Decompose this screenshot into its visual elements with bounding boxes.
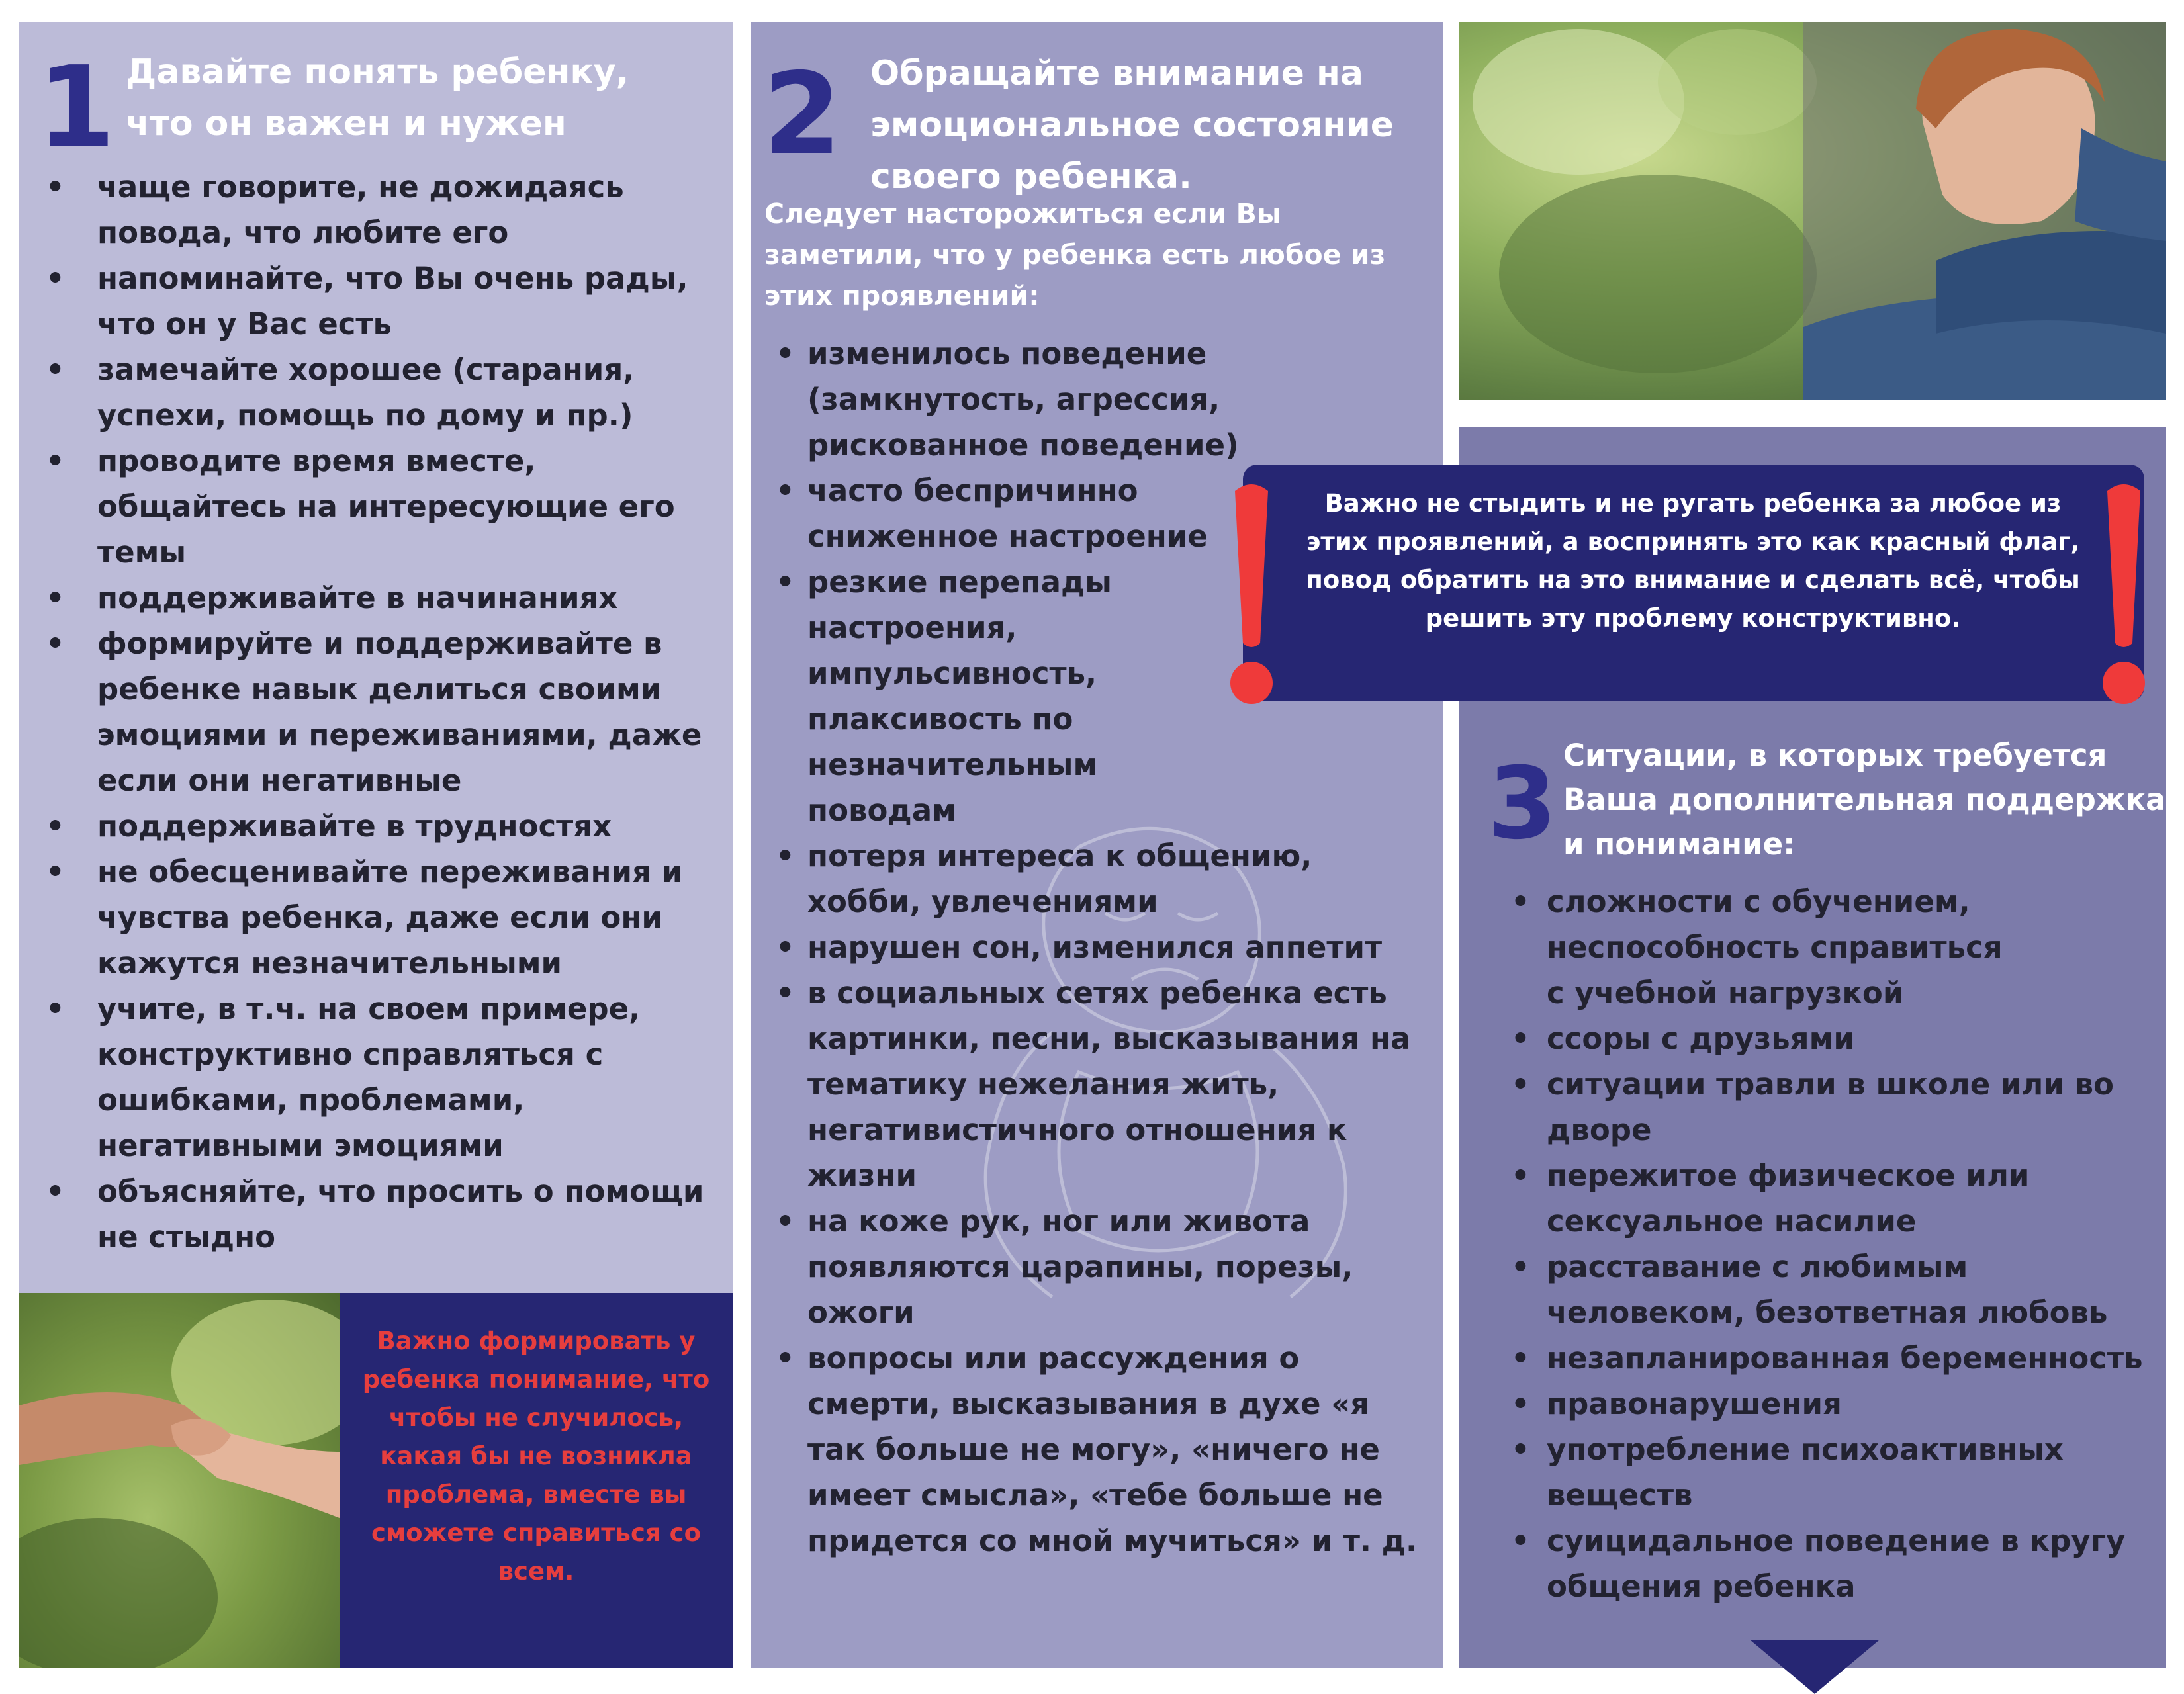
list-item: • замечайте хорошее (старания, успехи, помощь по дому и пр.) <box>19 347 721 438</box>
list-item: • чаще говорите, не дожидаясь повода, что любите его <box>19 164 721 255</box>
list-item: • поддерживайте в трудностях <box>19 803 721 849</box>
list-item: • употребление психоактивных веществ <box>1473 1427 2089 1518</box>
exclamation-left-icon <box>1226 478 1277 709</box>
list-item: • формируйте и поддерживайте в ребенке навык делиться своими эмоциями и переживаниями, даже если они негативные <box>19 621 721 803</box>
togetherness-callout-text: Важно формировать у ребенка понимание, что чтобы не случилось, какая бы не возникла проблема, вместе вы сможете справиться со всем. <box>362 1327 710 1585</box>
section-2-intro <box>764 193 1439 316</box>
warning-callout-text: Важно не стыдить и не ругать ребенка за любое из этих проявлений, а воспринять это как красный флаг, повод обратить на это внимание и сделать всё, чтобы решить эту проблему конструктивно. <box>1306 489 2080 633</box>
list-item: • потеря интереса к общению, хобби, увлечениями <box>733 833 1422 924</box>
warning-callout <box>1243 465 2144 701</box>
section-2-intro-line: Следует насторожиться если Вы <box>764 198 1281 230</box>
list-item: • не обесценивайте переживания и чувства ребенка, даже если они кажутся незначительными <box>19 849 721 986</box>
list-item: • суицидальное поведение в кругу общения ребенка <box>1473 1518 2154 1609</box>
section-2-number: 2 <box>763 49 842 180</box>
list-item: • правонарушения <box>1473 1381 2154 1427</box>
list-item: • поддерживайте в начинаниях <box>19 575 721 621</box>
section-3-number: 3 <box>1488 746 1557 862</box>
list-item: • часто беспричинно сниженное настроение <box>733 468 1218 559</box>
list-item: • проводите время вместе, общайтесь на интересующие его темы <box>19 438 721 575</box>
list-item: • учите, в т.ч. на своем примере, конструктивно справляться с ошибками, проблемами, негативными эмоциями <box>19 986 721 1169</box>
section-3-heading-line: и понимание: <box>1563 826 1796 862</box>
list-item: • объясняйте, что просить о помощи не стыдно <box>19 1169 721 1260</box>
section-1-heading-line: что он важен и нужен <box>126 104 567 144</box>
section-1-heading <box>126 46 629 150</box>
section-3-heading-line: Ваша дополнительная поддержка <box>1563 782 2166 817</box>
section-3-list <box>1473 879 2154 1609</box>
section-1-list <box>19 164 721 1260</box>
list-item: • незапланированная беременность <box>1473 1335 2154 1381</box>
holding-hands-photo <box>19 1293 340 1668</box>
section-2-heading-line: эмоциональное состояние <box>870 105 1394 145</box>
list-item: • резкие перепады настроения, импульсивность, плаксивость по незначительным поводам <box>733 559 1218 833</box>
section-1-heading-line: Давайте понять ребенку, <box>126 52 629 92</box>
list-item: • в социальных сетях ребенка есть картинки, песни, высказывания на тематику нежелания жить, негативистичного отношения к жизни <box>733 970 1422 1198</box>
list-item: • изменилось поведение (замкнутость, агрессия, рискованное поведение) <box>733 331 1297 468</box>
list-item: • ситуации травли в школе или во дворе <box>1473 1061 2116 1153</box>
down-arrow-icon <box>1750 1640 1880 1694</box>
list-item: • нарушен сон, изменился аппетит <box>733 924 1422 970</box>
section-3-heading-line: Ситуации, в которых требуется <box>1563 738 2107 773</box>
list-item: • на коже рук, ног или живота появляются царапины, порезы, ожоги <box>733 1198 1422 1335</box>
list-item: • расставание с любимым человеком, безответная любовь <box>1473 1244 2116 1335</box>
section-2-heading-line: своего ребенка. <box>870 157 1192 197</box>
list-item: • ссоры с друзьями <box>1473 1016 2154 1061</box>
section-2-heading-line: Обращайте внимание на <box>870 54 1363 93</box>
section-2-heading <box>870 48 1394 202</box>
section-3-heading <box>1563 733 2165 866</box>
section-1-number: 1 <box>37 42 116 173</box>
list-item: • сложности с обучением, неспособность справиться с учебной нагрузкой <box>1473 879 2023 1016</box>
list-item: • пережитое физическое или сексуальное насилие <box>1473 1153 2089 1244</box>
list-item: • вопросы или рассуждения о смерти, высказывания в духе «я так больше не могу», «ничего не имеет смысла», «тебе больше не придется со мной мучиться» и т. д. <box>733 1335 1422 1564</box>
togetherness-callout <box>340 1293 733 1668</box>
section-2-intro-line: заметили, что у ребенка есть любое из <box>764 239 1386 271</box>
boy-photo <box>1459 22 2166 400</box>
exclamation-right-icon <box>2098 478 2150 709</box>
list-item: • напоминайте, что Вы очень рады, что он у Вас есть <box>19 255 721 347</box>
section-2-intro-line: этих проявлений: <box>764 280 1040 312</box>
